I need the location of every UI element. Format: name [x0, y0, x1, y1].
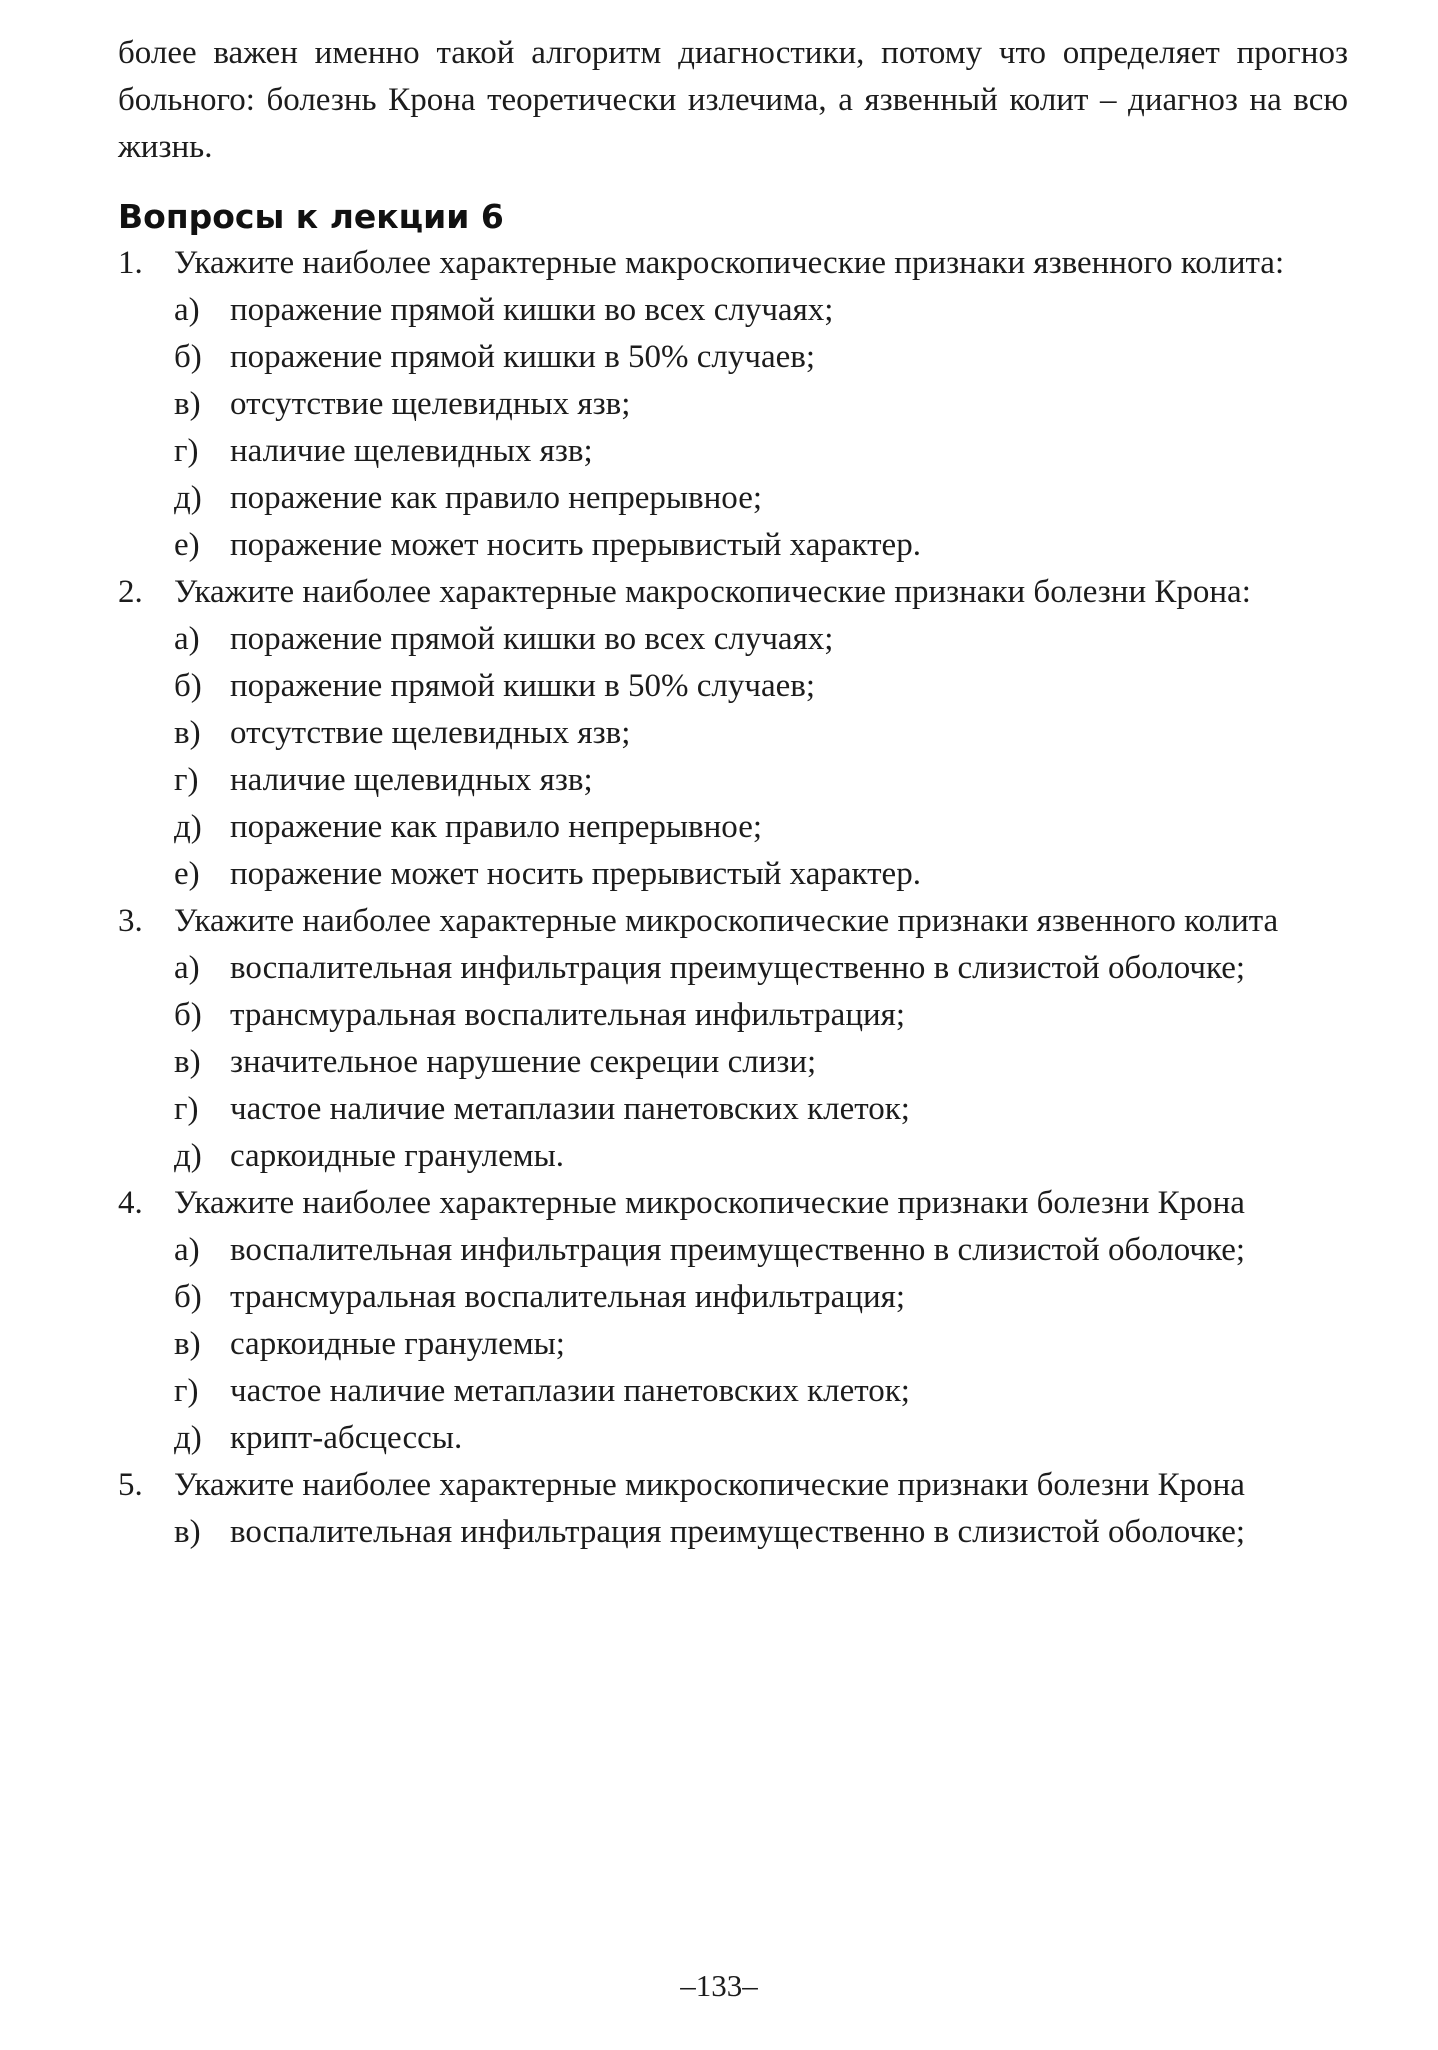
option-text: отсутствие щелевидных язв; [230, 715, 631, 751]
answer-option [174, 804, 1348, 851]
answer-options [174, 945, 1348, 1180]
answer-option [174, 522, 1348, 569]
question-item [118, 240, 1348, 569]
option-text: частое наличие метаплазии панетовских клеток; [230, 1373, 910, 1409]
answer-option [174, 710, 1348, 757]
option-text: воспалительная инфильтрация преимущественно в слизистой оболочке; [230, 1514, 1246, 1550]
answer-option [174, 616, 1348, 663]
option-text: воспалительная инфильтрация преимущественно в слизистой оболочке; [230, 1232, 1246, 1268]
option-letter: г) [174, 1091, 199, 1127]
question-number: 2. [118, 574, 143, 610]
question-number: 3. [118, 903, 143, 939]
option-text: поражение прямой кишки во всех случаях; [230, 621, 834, 657]
answer-options [174, 1509, 1348, 1556]
question-text: Укажите наиболее характерные микроскопические признаки болезни Крона [174, 1467, 1245, 1503]
option-letter: в) [174, 715, 201, 751]
answer-option [174, 945, 1348, 992]
option-letter: г) [174, 433, 199, 469]
question-item [118, 898, 1348, 1180]
answer-option [174, 663, 1348, 710]
option-letter: а) [174, 1232, 200, 1268]
answer-option [174, 1227, 1348, 1274]
option-text: поражение может носить прерывистый характер. [230, 527, 921, 563]
answer-option [174, 1509, 1348, 1556]
option-text: значительное нарушение секреции слизи; [230, 1044, 817, 1080]
option-letter: б) [174, 1279, 202, 1315]
option-letter: в) [174, 1514, 201, 1550]
option-letter: д) [174, 809, 202, 845]
answer-options [174, 1227, 1348, 1462]
page-body [118, 30, 1348, 1556]
option-letter: е) [174, 527, 200, 563]
answer-option [174, 851, 1348, 898]
option-text: поражение как правило непрерывное; [230, 480, 763, 516]
answer-options [174, 287, 1348, 569]
option-text: поражение как правило непрерывное; [230, 809, 763, 845]
option-letter: а) [174, 292, 200, 328]
option-letter: д) [174, 1420, 202, 1456]
answer-option [174, 381, 1348, 428]
question-number: 1. [118, 245, 143, 281]
option-text: частое наличие метаплазии панетовских клеток; [230, 1091, 910, 1127]
option-letter: д) [174, 1138, 202, 1174]
answer-option [174, 334, 1348, 381]
intro-paragraph: более важен именно такой алгоритм диагностики, потому что определяет прогноз больного: болезнь Крона теоретически излечима, а язвенный колит – диагноз на всю жизнь. [118, 35, 1348, 165]
option-letter: б) [174, 668, 202, 704]
page-number: –133– [680, 1968, 758, 2003]
question-item [118, 1180, 1348, 1462]
option-letter: в) [174, 1326, 201, 1362]
answer-option [174, 1039, 1348, 1086]
option-text: саркоидные гранулемы. [230, 1138, 565, 1174]
question-text: Укажите наиболее характерные микроскопические признаки язвенного колита [174, 903, 1279, 939]
question-number: 4. [118, 1185, 143, 1221]
option-letter: г) [174, 762, 199, 798]
option-letter: а) [174, 621, 200, 657]
answer-option [174, 1133, 1348, 1180]
option-letter: д) [174, 480, 202, 516]
question-text: Укажите наиболее характерные микроскопические признаки болезни Крона [174, 1185, 1245, 1221]
option-text: трансмуральная воспалительная инфильтрация; [230, 997, 905, 1033]
answer-option [174, 1086, 1348, 1133]
question-text: Укажите наиболее характерные макроскопические признаки болезни Крона: [174, 574, 1251, 610]
option-text: крипт-абсцессы. [230, 1420, 463, 1456]
answer-options [174, 616, 1348, 898]
option-letter: б) [174, 997, 202, 1033]
answer-option [174, 757, 1348, 804]
option-text: саркоидные гранулемы; [230, 1326, 565, 1362]
answer-option [174, 1415, 1348, 1462]
option-text: поражение может носить прерывистый характер. [230, 856, 921, 892]
answer-option [174, 475, 1348, 522]
answer-option [174, 1274, 1348, 1321]
question-number: 5. [118, 1467, 143, 1503]
option-letter: б) [174, 339, 202, 375]
option-text: наличие щелевидных язв; [230, 762, 593, 798]
question-list [118, 240, 1348, 1556]
option-letter: а) [174, 950, 200, 986]
question-item [118, 569, 1348, 898]
question-item [118, 1462, 1348, 1556]
option-text: поражение прямой кишки во всех случаях; [230, 292, 834, 328]
option-text: поражение прямой кишки в 50% случаев; [230, 339, 816, 375]
option-text: отсутствие щелевидных язв; [230, 386, 631, 422]
option-letter: в) [174, 1044, 201, 1080]
answer-option [174, 1368, 1348, 1415]
option-text: трансмуральная воспалительная инфильтрация; [230, 1279, 905, 1315]
option-text: наличие щелевидных язв; [230, 433, 593, 469]
question-text: Укажите наиболее характерные макроскопические признаки язвенного колита: [174, 245, 1285, 281]
option-letter: в) [174, 386, 201, 422]
option-text: поражение прямой кишки в 50% случаев; [230, 668, 816, 704]
option-text: воспалительная инфильтрация преимущественно в слизистой оболочке; [230, 950, 1246, 986]
section-heading: Вопросы к лекции 6 [118, 197, 504, 236]
answer-option [174, 428, 1348, 475]
answer-option [174, 992, 1348, 1039]
answer-option [174, 1321, 1348, 1368]
option-letter: е) [174, 856, 200, 892]
option-letter: г) [174, 1373, 199, 1409]
answer-option [174, 287, 1348, 334]
